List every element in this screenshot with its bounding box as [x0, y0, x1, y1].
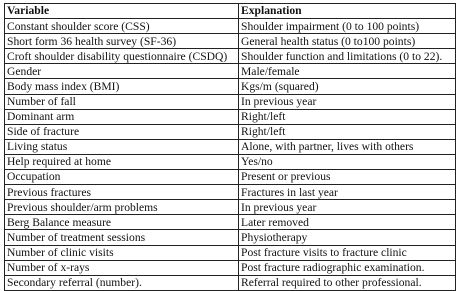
table-row	[5, 94, 456, 109]
variable-cell: Dominant arm	[5, 109, 239, 124]
table-row	[5, 230, 456, 245]
variable-cell: Number of clinic visits	[5, 245, 239, 260]
variable-cell: Living status	[5, 139, 239, 154]
explanation-cell: Right/left	[239, 109, 456, 124]
explanation-cell: General health status (0 to100 points)	[239, 34, 456, 49]
table-row	[5, 200, 456, 215]
variables-table	[4, 3, 456, 291]
variable-cell: Gender	[5, 64, 239, 79]
variable-cell: Previous fractures	[5, 185, 239, 200]
variable-cell: Body mass index (BMI)	[5, 79, 239, 94]
table-row	[5, 79, 456, 94]
variable-cell: Side of fracture	[5, 124, 239, 139]
explanation-cell: Post fracture radiographic examination.	[239, 260, 456, 275]
table-row	[5, 34, 456, 49]
explanation-cell: Right/left	[239, 124, 456, 139]
explanation-cell: Fractures in last year	[239, 185, 456, 200]
table-row	[5, 185, 456, 200]
header-variable: Variable	[5, 4, 239, 19]
table-row	[5, 64, 456, 79]
table-row	[5, 124, 456, 139]
variable-cell: Number of treatment sessions	[5, 230, 239, 245]
explanation-cell: Present or previous	[239, 170, 456, 185]
explanation-cell: Shoulder function and limitations (0 to 22).	[239, 49, 456, 64]
table-row	[5, 109, 456, 124]
table-row	[5, 170, 456, 185]
table-row	[5, 19, 456, 34]
explanation-cell: Later removed	[239, 215, 456, 230]
table-row	[5, 215, 456, 230]
header-explanation: Explanation	[239, 4, 456, 19]
explanation-cell: Referral required to other professional.	[239, 275, 456, 290]
explanation-cell: Shoulder impairment (0 to 100 points)	[239, 19, 456, 34]
table-row	[5, 275, 456, 290]
explanation-cell: Alone, with partner, lives with others	[239, 139, 456, 154]
table-row	[5, 139, 456, 154]
table-row	[5, 49, 456, 64]
variable-cell: Help required at home	[5, 154, 239, 169]
explanation-cell: Post fracture visits to fracture clinic	[239, 245, 456, 260]
explanation-cell: Yes/no	[239, 154, 456, 169]
variable-cell: Previous shoulder/arm problems	[5, 200, 239, 215]
variable-cell: Short form 36 health survey (SF-36)	[5, 34, 239, 49]
table-row	[5, 154, 456, 169]
variable-cell: Number of fall	[5, 94, 239, 109]
explanation-cell: Physiotherapy	[239, 230, 456, 245]
table-row	[5, 260, 456, 275]
table-header-row	[5, 4, 456, 19]
variable-cell: Croft shoulder disability questionnaire (CSDQ)	[5, 49, 239, 64]
variable-cell: Berg Balance measure	[5, 215, 239, 230]
explanation-cell: In previous year	[239, 200, 456, 215]
explanation-cell: Kgs/m (squared)	[239, 79, 456, 94]
variable-cell: Constant shoulder score (CSS)	[5, 19, 239, 34]
explanation-cell: In previous year	[239, 94, 456, 109]
explanation-cell: Male/female	[239, 64, 456, 79]
variable-cell: Number of x-rays	[5, 260, 239, 275]
table-row	[5, 245, 456, 260]
variable-cell: Secondary referral (number).	[5, 275, 239, 290]
variable-cell: Occupation	[5, 170, 239, 185]
